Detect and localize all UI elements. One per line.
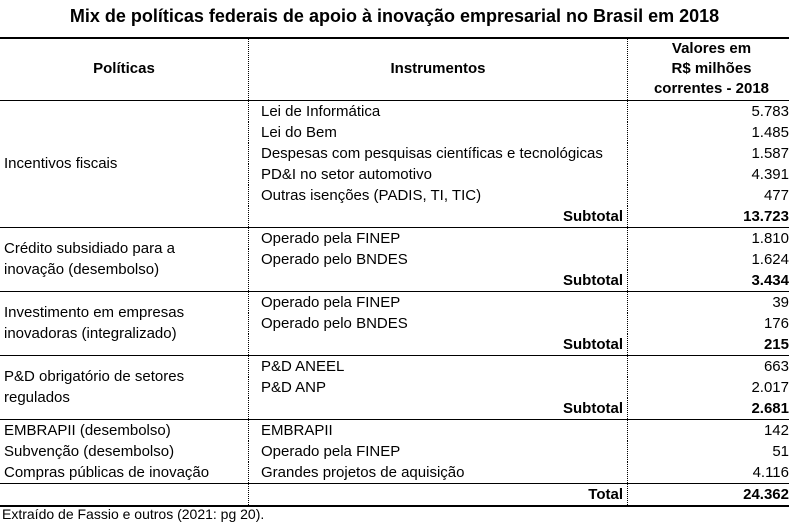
policy-line: inovadoras (integralizado) [4,325,177,342]
policy-cell: Compras públicas de inovação [4,463,210,481]
value-cell: 2.017 [751,378,789,396]
instrument-cell: Operado pelo BNDES [249,313,628,334]
policy-cell: Incentivos fiscais [0,100,249,227]
instrument-cell: Outras isenções (PADIS, TI, TIC) [249,185,628,206]
table-row [0,291,789,313]
instrument-cell: P&D ANEEL [249,355,628,377]
table-row [0,419,789,441]
policy-cell: Subvenção (desembolso) [4,442,175,460]
instrument-cell: Operado pela FINEP [249,227,628,249]
table-row [0,355,789,377]
instrument-cell: P&D ANP [249,377,628,398]
policy-cell [0,291,249,355]
header-politicas: Políticas [0,38,249,100]
instrument-cell: Despesas com pesquisas científicas e tecnológicas [249,143,628,164]
policy-line: Crédito subsidiado para a [4,240,175,257]
instrument-cell: Operado pela FINEP [249,291,628,313]
policy-line: P&D obrigatório de setores [4,368,185,385]
value-cell: 1.587 [751,144,789,162]
value-cell: 5.783 [751,102,789,120]
total-spacer [0,483,249,506]
value-cell: 1.624 [751,250,789,268]
value-cell: 51 [772,442,789,460]
table-header-row [0,38,789,100]
table-row [0,441,789,462]
table-row [0,100,789,122]
header-instrumentos: Instrumentos [249,38,628,100]
value-cell: 663 [763,357,789,375]
instrument-cell: Grandes projetos de aquisição [249,462,628,484]
policy-cell [0,227,249,291]
value-cell: 39 [772,293,789,311]
policy-line: regulados [4,389,70,406]
total-label: Total [249,483,628,506]
subtotal-value: 13.723 [628,206,789,228]
subtotal-value: 3.434 [628,270,789,292]
page-title: Mix de políticas federais de apoio à inovação empresarial no Brasil em 2018 [69,6,720,26]
value-cell: 477 [763,186,789,204]
subtotal-value: 215 [628,334,789,356]
subtotal-value: 2.681 [628,398,789,420]
total-row [0,483,789,506]
subtotal-label: Subtotal [249,334,628,356]
policy-cell: EMBRAPII (desembolso) [4,421,171,439]
table-row [0,462,789,484]
header-valores-line3: correntes - 2018 [653,80,770,98]
instrument-cell: Lei do Bem [249,122,628,143]
value-cell: 1.810 [751,229,789,247]
value-cell: 142 [763,421,789,439]
value-cell: 176 [763,314,789,332]
instrument-cell: Operado pelo BNDES [249,249,628,270]
header-valores-line1: Valores em [671,40,752,58]
instrument-cell: Lei de Informática [249,100,628,122]
instrument-cell: Operado pela FINEP [249,441,628,462]
header-valores-line2: R$ milhões [671,60,752,78]
policy-line: inovação (desembolso) [4,261,160,278]
instrument-cell: EMBRAPII [249,419,628,441]
source-note: Extraído de Fassio e outros (2021: pg 20). [2,506,265,522]
subtotal-label: Subtotal [249,398,628,420]
table-row [0,227,789,249]
value-cell: 1.485 [751,123,789,141]
value-cell: 4.116 [752,463,789,481]
subtotal-label: Subtotal [249,206,628,228]
policy-line: Investimento em empresas [4,304,185,321]
total-value: 24.362 [628,483,789,506]
subtotal-label: Subtotal [249,270,628,292]
header-valores [628,38,789,100]
policy-cell [0,355,249,419]
instrument-cell: PD&I no setor automotivo [249,164,628,185]
policy-table [0,37,789,507]
value-cell: 4.391 [751,165,789,183]
